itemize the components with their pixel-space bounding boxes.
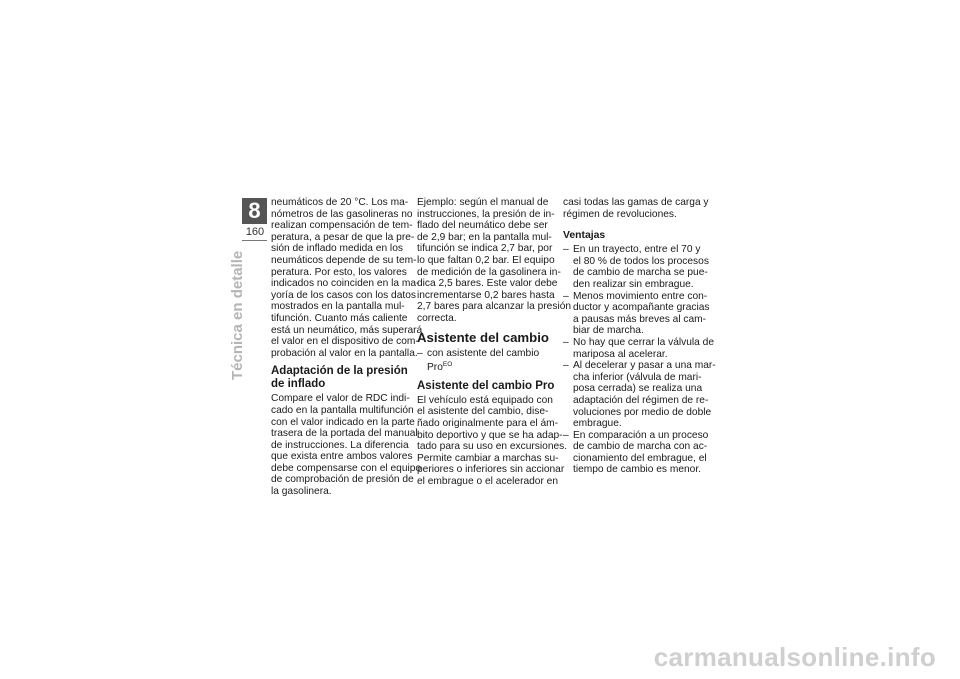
text-line: – No hay que cerrar la válvula de — [573, 336, 715, 348]
list-item — [563, 336, 715, 360]
paragraph — [417, 394, 568, 488]
text-line: peratura. Por esto, los valores — [271, 266, 407, 278]
heading-line: de inflado — [271, 378, 326, 391]
list-item — [417, 348, 557, 374]
text-line: cionamiento del embrague, el — [573, 452, 707, 464]
list-item — [563, 290, 710, 337]
heading-shift-assistant: Asistente del cambio — [417, 329, 549, 345]
text-line: incrementarse 0,2 bares hasta — [417, 289, 555, 301]
text-line: embrague. — [573, 418, 622, 430]
text-line: con el valor indicado en la parte — [271, 416, 415, 428]
text-line: neumáticos depende de su tem- — [271, 254, 417, 266]
text-line: de cambio de marcha se pue- — [573, 267, 708, 279]
text-line: mostrados en la pantalla mul- — [271, 301, 405, 313]
pro-label: Pro — [427, 362, 443, 374]
text-line: El vehículo está equipado con — [417, 394, 553, 406]
text-line: el valor en el dispositivo de com- — [271, 336, 419, 348]
list-item — [563, 360, 716, 430]
text-line: biar de marcha. — [573, 325, 644, 337]
text-line: den realizar sin embrague. — [573, 278, 694, 290]
text-line: peratura, a pesar de que la pre- — [271, 231, 415, 243]
text-line: régimen de revoluciones. — [563, 208, 677, 220]
text-line: de medición de la gasolinera in- — [417, 266, 561, 278]
text-line: – En un trayecto, entre el 70 y — [573, 244, 701, 256]
text-line: ductor y acompañante gracias — [573, 302, 710, 314]
text-line: el embrague o el acelerador en — [417, 475, 559, 487]
text-line: de comprobación de presión de — [271, 474, 414, 486]
text-line: periores o inferiores sin accionar — [417, 464, 565, 476]
text-line: – Al decelerar y pasar a una mar- — [573, 360, 716, 372]
text-line: nómetros de las gasolineras no — [271, 208, 413, 220]
shift-assistant-list — [417, 348, 557, 374]
text-line: tado para su uso en excursiones. — [417, 441, 568, 453]
text-line: está un neumático, más superará — [271, 324, 423, 336]
text-line — [427, 359, 557, 374]
section-side-title: Técnica en detalle — [229, 250, 246, 380]
text-line: lo que faltan 0,2 bar. El equipo — [417, 254, 555, 266]
text-line: cado en la pantalla multifunción — [271, 404, 414, 416]
text-line: de 2,9 bar; en la pantalla mul- — [417, 231, 552, 243]
page-number: 160 — [245, 226, 265, 238]
heading-line: Adaptación de la presión — [271, 365, 408, 378]
text-line: cha inferior (válvula de mari- — [573, 371, 702, 383]
text-line: adaptación del régimen de re- — [573, 394, 709, 406]
text-line: de instrucciones. La diferencia — [271, 439, 409, 451]
text-line: correcta. — [417, 312, 457, 324]
paragraph — [271, 197, 423, 359]
text-line: – Menos movimiento entre con- — [573, 290, 708, 302]
text-line: realizan compensación de tem- — [271, 220, 413, 232]
text-line: probación al valor en la pantalla. — [271, 347, 418, 359]
text-line: indicados no coinciden en la ma- — [271, 278, 420, 290]
text-line: el 80 % de todos los procesos — [573, 255, 709, 267]
text-line: posa cerrada) se realiza una — [573, 383, 703, 395]
list-item — [563, 244, 709, 290]
text-column-2 — [417, 197, 572, 487]
text-line: – con asistente del cambio — [427, 347, 540, 359]
text-line: tifunción se indica 2,7 bar, por — [417, 243, 553, 255]
text-column-1 — [271, 197, 423, 498]
text-line: Ejemplo: según el manual de — [417, 197, 549, 208]
text-line: casi todas las gamas de carga y — [563, 197, 709, 208]
text-line: flado del neumático debe ser — [417, 220, 548, 232]
paragraph — [417, 197, 572, 325]
text-line: neumáticos de 20 °C. Los ma- — [271, 197, 409, 208]
text-line: trasera de la portada del manual — [271, 428, 418, 440]
text-line: yoría de los casos con los datos — [271, 289, 416, 301]
text-line: la gasolinera. — [271, 486, 332, 498]
text-line: Compare el valor de RDC indi- — [271, 393, 410, 405]
text-line: sión de inflado medida en los — [271, 243, 403, 255]
text-line: a pausas más breves al cam- — [573, 313, 707, 325]
text-line: ñado originalmente para el ám- — [417, 417, 559, 429]
heading-advantages: Ventajas — [563, 230, 606, 242]
chapter-number-tab: 8 — [242, 198, 267, 224]
text-line: 2,7 bares para alcanzar la presión — [417, 301, 572, 313]
text-line: bito deportivo y que se ha adap- — [417, 429, 563, 441]
text-line: que exista entre ambos valores — [271, 451, 413, 463]
text-line: instrucciones, la presión de in- — [417, 208, 555, 220]
heading-shift-assistant-pro: Asistente del cambio Pro — [417, 379, 555, 392]
text-line: – En comparación a un proceso — [573, 429, 709, 441]
text-line: mariposa al acelerar. — [573, 348, 668, 360]
paragraph — [271, 393, 422, 498]
list-item — [563, 429, 709, 476]
text-column-3 — [563, 197, 716, 476]
watermark-text: carmanualsonline.info — [653, 642, 936, 672]
paragraph — [563, 197, 709, 220]
heading-inflation-adjustment — [271, 365, 411, 391]
text-line: Permite cambiar a marchas su- — [417, 452, 559, 464]
text-line: dica 2,5 bares. Este valor debe — [417, 278, 558, 290]
text-line: tiempo de cambio es menor. — [573, 464, 701, 476]
text-line: de cambio de marcha con ac- — [573, 441, 708, 453]
advantages-list — [563, 244, 716, 476]
text-line: el asistente del cambio, dise- — [417, 406, 549, 418]
text-line: voluciones por medio de doble — [573, 406, 712, 418]
text-line: tifunción. Cuanto más caliente — [271, 312, 408, 324]
optional-equipment-mark: EO — [442, 361, 453, 369]
text-line: debe compensarse con el equipo — [271, 462, 422, 474]
